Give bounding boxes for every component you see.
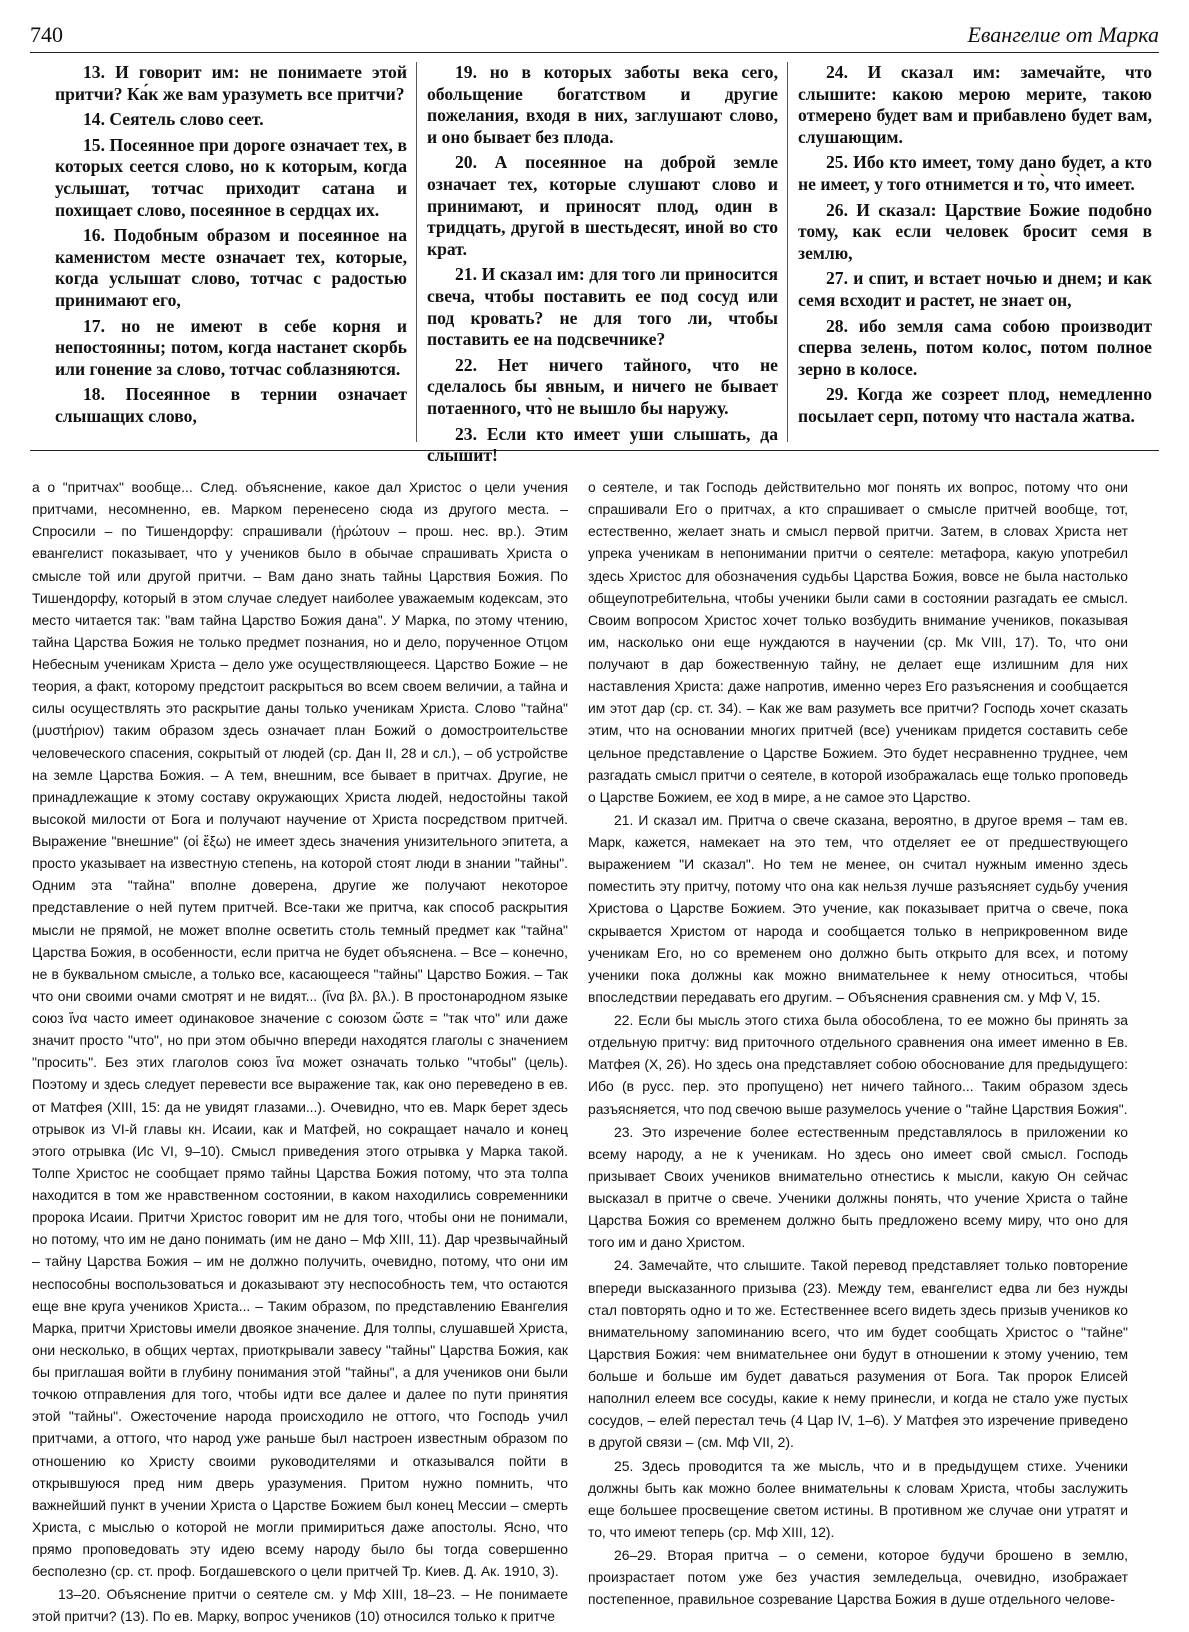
- verse-column-1: [55, 62, 407, 432]
- verse-27: 27. и спит, и встает ночью и днем; и как семя всходит и растет, не знает он,: [798, 268, 1152, 310]
- verse-18: 18. Посеянное в тернии означает слышащих слово,: [55, 384, 407, 426]
- commentary-paragraph: 22. Если бы мысль этого стиха была обособлена, то ее можно бы принять за отдельную притчу: вид приточного отдельного сравнения она имеет именно в Ев. Матфея (X, 26). Но здесь она представляет собою обоснование для предыдущего: Ибо (в русс. пер. это пропущено) нет ничего тайного... Таким образом здесь разъясняется, что под свечою выше разумелось учение о "тайне Царствия Божия".: [588, 1012, 1128, 1117]
- column-divider: [416, 62, 417, 442]
- commentary-paragraph: 21. И сказал им. Притча о свече сказана, вероятно, в другое время – там ев. Марк, кажется, намекает на это тем, что отделяет ее от предшествующего выражением "И сказал". Но тем не менее, он считал нужным именно здесь поместить эту притчу, потому что она как нельзя лучше разъясняет судьбу учения Христова о Царстве Божием. Это учение, как показывает притча о свече, пока скрывается Христом от народа и сообщается только в неприкровенном виде ученикам Его, но со временем оно должно быть открыто для всех, и потому ученики пока должны как можно внимательнее к нему относиться, чтобы впоследствии передавать его другим. – Объяснения сравнения см. у Мф V, 15.: [588, 811, 1128, 1005]
- verse-24: 24. И сказал им: замечайте, что слышите: какою мерою мерите, такою отмерено будет вам и прибавлено будет вам, слушающим.: [798, 62, 1152, 147]
- commentary-paragraph: 23. Это изречение более естественным представлялось в приложении ко всему народу, а не к ученикам. Но здесь оно имеет свой смысл. Господь призывает Своих учеников внимательно отнестись к мысли, какую Он сейчас высказал в притче о свече. Ученики должны понять, что учение Христа о тайне Царства Божия со временем должно быть предложено всему миру, что оно для того им и дано Христом.: [588, 1123, 1128, 1251]
- commentary-paragraph: 26–29. Вторая притча – о семени, которое будучи брошено в землю, произрастает потом уже без участия земледельца, очевидно, изображает постепенное, правильное созревание Царства Божия в душе отдельного челове-: [588, 1547, 1128, 1608]
- verse-21: 21. И сказал им: для того ли приносится свеча, чтобы поставить ее под сосуд или под кровать? не для того ли, чтобы поставить ее на подсвечнике?: [427, 264, 778, 350]
- verse-17: 17. но не имеют в себе корня и непостоянны; потом, когда настанет скорбь или гонение за слово, тотчас соблазняются.: [55, 315, 407, 379]
- verse-16: 16. Подобным образом и посеянное на каменистом месте означает тех, которые, когда услышат слово, тотчас с радостью принимают его,: [55, 225, 407, 310]
- verse-25: 25. Ибо кто имеет, тому дано будет, а кто не имеет, у того отнимется и то̀, что̀ имеет.: [798, 152, 1152, 194]
- verse-28: 28. ибо земля сама собою производит сперва зелень, потом колос, потом полное зерно в колосе.: [798, 315, 1152, 379]
- verse-column-2: [427, 62, 778, 471]
- commentary-paragraph: 24. Замечайте, что слышите. Такой перевод представляет только повторение впереди высказанного призыва (23). Между тем, евангелист едва ли без нужды стал повторять одно и то же. Естественнее всего видеть здесь призыв учеников ко внимательному запоминанию всего, что им будет сообщать Христос о "тайне" Царствия Божия: чем внимательнее они будут в отношении к этому учению, тем больше и больше им будет даваться разумения от Бога. Так пророк Елисей наполнил елеем все сосуды, какие к нему принесли, и когда не стало уже пустых сосудов, – елей перестал течь (4 Цар IV, 1–6). У Матфея это изречение приведено в другой связи – (см. Мф VII, 2).: [588, 1257, 1128, 1451]
- verse-26: 26. И сказал: Царствие Божие подобно тому, как если человек бросит семя в землю,: [798, 199, 1152, 263]
- running-title: Евангелие от Марка: [967, 22, 1159, 47]
- verse-block: [30, 62, 1159, 466]
- verse-20: 20. А посеянное на доброй земле означает тех, которые слушают слово и принимают, и приносят плод, один в тридцать, другой в шестьдесят, иной во сто крат.: [427, 152, 778, 259]
- page-number: 740: [30, 22, 63, 47]
- page-header: [30, 18, 1159, 53]
- column-divider: [787, 62, 788, 442]
- section-divider: [30, 450, 1159, 451]
- verse-22: 22. Нет ничего тайного, что не сделалось бы явным, и ничего не бывает потаенного, что̀ не вышло бы наружу.: [427, 354, 778, 418]
- verse-29: 29. Когда же созреет плод, немедленно посылает серп, потому что настала жатва.: [798, 384, 1152, 426]
- verse-19: 19. но в которых заботы века сего, обольщение богатством и другие пожелания, входя в них, заглушают слово, и оно бывает без плода.: [427, 62, 778, 147]
- commentary-paragraph: о сеятеле, и так Господь действительно мог понять их вопрос, потому что они спрашивали Его о притчах, а кто спрашивает о смысле притчей вообще, тот, естественно, желает знать и смысл первой притчи. Затем, в словах Христа нет упрека ученикам в непонимании притчи о сеятеле: метафора, какую употребил здесь Христос для обозначения судьбы Царства Божия, вовсе не была настолько общеупотребительна, чтобы ученики были сами в состоянии разгадать ее смысл. Своим вопросом Христос хочет только возбудить внимание учеников, показывая им, насколько они еще нуждаются в научении (ср. Мк VIII, 17). То, что они получают в дар божественную тайну, не делает еще излишним для них наставления Христа: даже напротив, именно через Его разъяснения и сообщается им этот дар (ср. ст. 34). – Как же вам разуметь все притчи? Господь хочет сказать этим, что на основании многих притчей (все) ученикам придется составить себе цельное представление о Царстве Божием. Это будет несравненно труднее, чем разгадать смысл притчи о сеятеле, в которой изображалась еще только проповедь о Царстве Божием, ее ход в мире, а не самое это Царство.: [588, 479, 1128, 805]
- commentary-paragraph: а о "притчах" вообще... След. объяснение, какое дал Христос о цели учения притчами, несомненно, ев. Марком перенесено сюда из другого места. – Спросили – по Тишендорфу: спрашивали (ἠρώτουν – прош. нес. вр.). Этим евангелист показывает, что у учеников было в обычае спрашивать Христа о смысле той или другой притчи. – Вам дано знать тайны Царствия Божия. По Тишендорфу, который в этом случае следует наиболее уважаемым кодексам, это место читается так: "вам тайна Царство Божия дана". У Марка, по этому чтению, тайна Царства Божия не только предмет познания, но и дело, порученное Отцом Небесным ученикам Христа – дело уже осуществляющееся. Царство Божие – не теория, а факт, которому предстоит раскрыться во всем своем величии, а тайна и силы осуществлять это раскрытие даны только ученикам Христа. Слово "тайна" (μυστήριον) таким образом здесь означает план Божий о домостроительстве человеческого спасения, сокрытый от людей (ср. Дан II, 28 и сл.), – об устройстве на земле Царства Божия. – А тем, внешним, все бывает в притчах. Другие, не принадлежащие к этому составу окружающих Христа людей, недостойны такой высокой милости от Бога и получают научение от Христа посредством притчей. Выражение "внешние" (οἱ ἔξω) не имеет здесь значения унизительного эпитета, а просто указывает на известную степень, на которой стоят люди в знании "тайны". Одним эта "тайна" вполне доверена, другие же получают некоторое представление о ней путем притчей. Все-таки же притча, как способ раскрытия мысли не прямой, не может вполне осветить столь темный предмет как "тайна" Царства Божия, в особенности, если притча не будет объяснена. – Все – конечно, не в буквальном смысле, а только все, касающееся "тайны" Царство Божия. – Так что они своими очами смотрят и не видят... (ἵνα βλ. βλ.). В простонародном языке союз ἵνα часто имеет одинаковое значение с союзом ὥστε = "так что" или даже значит просто "что", но при этом обычно впереди находятся глаголы с значением "просить". Без этих глаголов союз ἵνα может означать только "чтобы" (цель). Поэтому и здесь следует перевести все выражение так, как оно переведено в ев. от Матфея (XIII, 15: да не увидят глазами...). Очевидно, что ев. Марк берет здесь отрывок из VI-й главы кн. Исаии, как и Матфей, но сокращает начало и конец этого отрывка (Ис VI, 9–10). Смысл приведения этого отрывка у Марка такой. Толпе Христос не сообщает прямо тайны Царства Божия потому, что эта толпа находится в том же нравственном состоянии, в каком находились современники пророка Исаии. Притчи Христос говорит им не для того, чтобы они не понимали, но потому, что им не дано понимать (им не дано – Мф XIII, 11). Дар чрезвычайный – тайну Царства Божия – им не должно получить, очевидно, потому, что они им неспособны воспользоваться и доказывают эту неспособность тем, что остаются еще вне круга учеников Христа... – Таким образом, по представлению Евангелия Марка, притчи Христовы имели двоякое значение. Для толпы, слушавшей Христа, они несколько, в общих чертах, приоткрывали завесу "тайны" Царства Божия, как бы приглашая войти в глубину понимания этой "тайны", а для учеников они были точкою отправления для того, чтобы идти все далее и далее по пути принятия этой "тайны". Ожесточение народа происходило не оттого, что Господь учил притчами, а оттого, что народ уже раньше был настроен известным образом по отношению ко Христу своими руководителями и отказывался пойти в открывшуюся пред ним дверь уразумения. Притом нужно помнить, что важнейший пункт в учении Христа о Царстве Божием был конец Мессии – смерть Христа, с мыслью о которой не могли примириться даже апостолы. Ясно, что прямо проповедовать эту идею всему народу было бы тогда совершенно бесполезно (ср. ст. проф. Богдашевского о цели притчей Тр. Киев. Д. Ак. 1910, 3).: [32, 479, 568, 1580]
- commentary-paragraph: 13–20. Объяснение притчи о сеятеле см. у Мф XIII, 18–23. – Не понимаете этой притчи? (13). По ев. Марку, вопрос учеников (10) относился только к притче: [32, 1586, 568, 1625]
- verse-14: 14. Сеятель слово сеет.: [83, 109, 264, 130]
- verse-column-3: [798, 62, 1152, 432]
- verse-15: 15. Посеянное при дороге означает тех, в которых сеется слово, но к которым, когда услышат, тотчас приходит сатана и похищает слово, посеянное в сердцах их.: [55, 134, 407, 220]
- verse-23: 23. Если кто имеет уши слышать, да слышит!: [427, 423, 778, 466]
- verse-13: 13. И говорит им: не понимаете этой притчи? Ка́к же вам уразуметь все притчи?: [55, 62, 407, 104]
- commentary-right-column: [588, 476, 1128, 1611]
- commentary-left-column: [32, 476, 568, 1629]
- commentary-paragraph: 25. Здесь проводится та же мысль, что и в предыдущем стихе. Ученики должны быть как можно более внимательны к словам Христа, чтобы заслужить еще большее просвещение светом истины. В противном же случае они утратят и то, что имеют теперь (ср. Мф XIII, 12).: [588, 1457, 1128, 1540]
